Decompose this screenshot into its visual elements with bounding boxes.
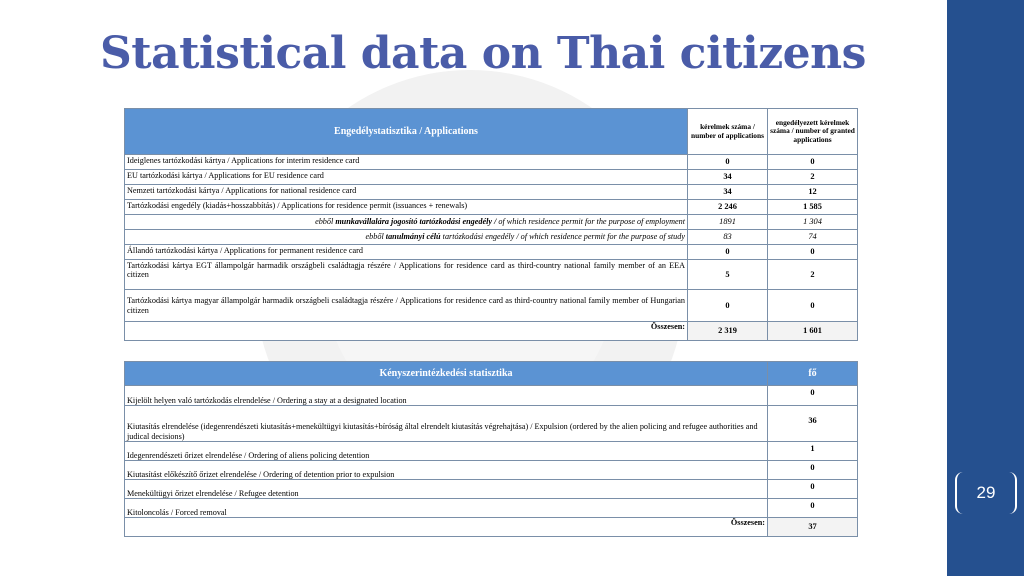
table-row <box>125 230 858 245</box>
sub-rest: of which residence permit for the purpose of employment <box>496 217 685 227</box>
applications-value: 34 <box>688 185 768 200</box>
row-label: Tartózkodási kártya magyar állampolgár harmadik országbeli családtagja részére / Applications for residence card as third-country national family member of Hungarian citizen <box>125 290 688 322</box>
table-row <box>125 386 858 406</box>
table-row <box>125 461 858 480</box>
applications-value: 0 <box>688 290 768 322</box>
row-label: Kitoloncolás / Forced removal <box>125 499 768 518</box>
table-row <box>125 155 858 170</box>
granted-col-header: engedélyezett kérelmek száma / number of granted applications <box>768 109 858 155</box>
applications-header-label: Engedélystatisztika / Applications <box>125 109 688 155</box>
total-applications: 2 319 <box>688 322 768 341</box>
granted-value: 1 585 <box>768 200 858 215</box>
granted-value: 2 <box>768 170 858 185</box>
count-value: 0 <box>768 499 858 518</box>
row-label: Kijelölt helyen való tartózkodás elrendelése / Ordering a stay at a designated location <box>125 386 768 406</box>
granted-value: 74 <box>768 230 858 245</box>
row-label-sub <box>125 230 688 245</box>
granted-value: 2 <box>768 260 858 290</box>
row-label: Tartózkodási kártya EGT állampolgár harmadik országbeli családtagja részére / Applications for residence card as third-country national family member of an EEA citizen <box>125 260 688 290</box>
applications-value: 34 <box>688 170 768 185</box>
table-row <box>125 245 858 260</box>
applications-value: 1891 <box>688 215 768 230</box>
applications-table <box>124 108 858 341</box>
row-label-sub <box>125 215 688 230</box>
table-row <box>125 170 858 185</box>
enforcement-header-row <box>125 362 858 386</box>
granted-value: 0 <box>768 290 858 322</box>
count-value: 0 <box>768 461 858 480</box>
row-label: Idegenrendészeti őrizet elrendelése / Ordering of aliens policing detention <box>125 442 768 461</box>
count-value: 1 <box>768 442 858 461</box>
table-row <box>125 290 858 322</box>
row-label: Kiutasítás elrendelése (idegenrendészeti kiutasítás+menekültügyi kiutasítás+bíróság által elrendelt kiutasítás végrehajtása) / Expulsion (ordered by the alien policing and refugee authorities and judical decisions) <box>125 406 768 442</box>
total-row <box>125 322 858 341</box>
sub-prefix: ebből <box>365 232 386 242</box>
sub-strong: tanulmányi célú <box>385 232 441 242</box>
row-label: Állandó tartózkodási kártya / Applications for permanent residence card <box>125 245 688 260</box>
applications-value: 2 246 <box>688 200 768 215</box>
table-row <box>125 185 858 200</box>
sub-strong: munkavállalára jogosító tartózkodási engedély / <box>335 217 497 227</box>
row-label: Ideiglenes tartózkodási kártya / Applications for interim residence card <box>125 155 688 170</box>
table-row <box>125 200 858 215</box>
total-row <box>125 518 858 537</box>
total-granted: 1 601 <box>768 322 858 341</box>
count-value: 0 <box>768 480 858 499</box>
table-row <box>125 442 858 461</box>
row-label: Kiutasítást előkészítő őrizet elrendelése / Ordering of detention prior to expulsion <box>125 461 768 480</box>
sub-rest: tartózkodási engedély / of which residence permit for the purpose of study <box>440 232 685 242</box>
granted-value: 0 <box>768 155 858 170</box>
page-number: 29 <box>955 472 1017 514</box>
slide-title: Statistical data on Thai citizens <box>100 28 866 79</box>
count-value: 0 <box>768 386 858 406</box>
total-label: Összesen: <box>125 322 688 341</box>
applications-value: 5 <box>688 260 768 290</box>
row-label: Tartózkodási engedély (kiadás+hosszabbítás) / Applications for residence permit (issuances + renewals) <box>125 200 688 215</box>
table-row <box>125 480 858 499</box>
applications-col-header: kérelmek száma / number of applications <box>688 109 768 155</box>
enforcement-table <box>124 361 858 537</box>
table-row <box>125 406 858 442</box>
sub-prefix: ebből <box>315 217 336 227</box>
row-label: Nemzeti tartózkodási kártya / Applications for national residence card <box>125 185 688 200</box>
total-label: Összesen: <box>125 518 768 537</box>
granted-value: 12 <box>768 185 858 200</box>
granted-value: 0 <box>768 245 858 260</box>
table-row <box>125 260 858 290</box>
applications-value: 0 <box>688 245 768 260</box>
table-row <box>125 215 858 230</box>
row-label: EU tartózkodási kártya / Applications for EU residence card <box>125 170 688 185</box>
table-row <box>125 499 858 518</box>
applications-value: 83 <box>688 230 768 245</box>
applications-value: 0 <box>688 155 768 170</box>
total-count: 37 <box>768 518 858 537</box>
count-col-header: fő <box>768 362 858 386</box>
enforcement-header-label: Kényszerintézkedési statisztika <box>125 362 768 386</box>
applications-header-row <box>125 109 858 155</box>
row-label: Menekültügyi őrizet elrendelése / Refugee detention <box>125 480 768 499</box>
granted-value: 1 304 <box>768 215 858 230</box>
count-value: 36 <box>768 406 858 442</box>
